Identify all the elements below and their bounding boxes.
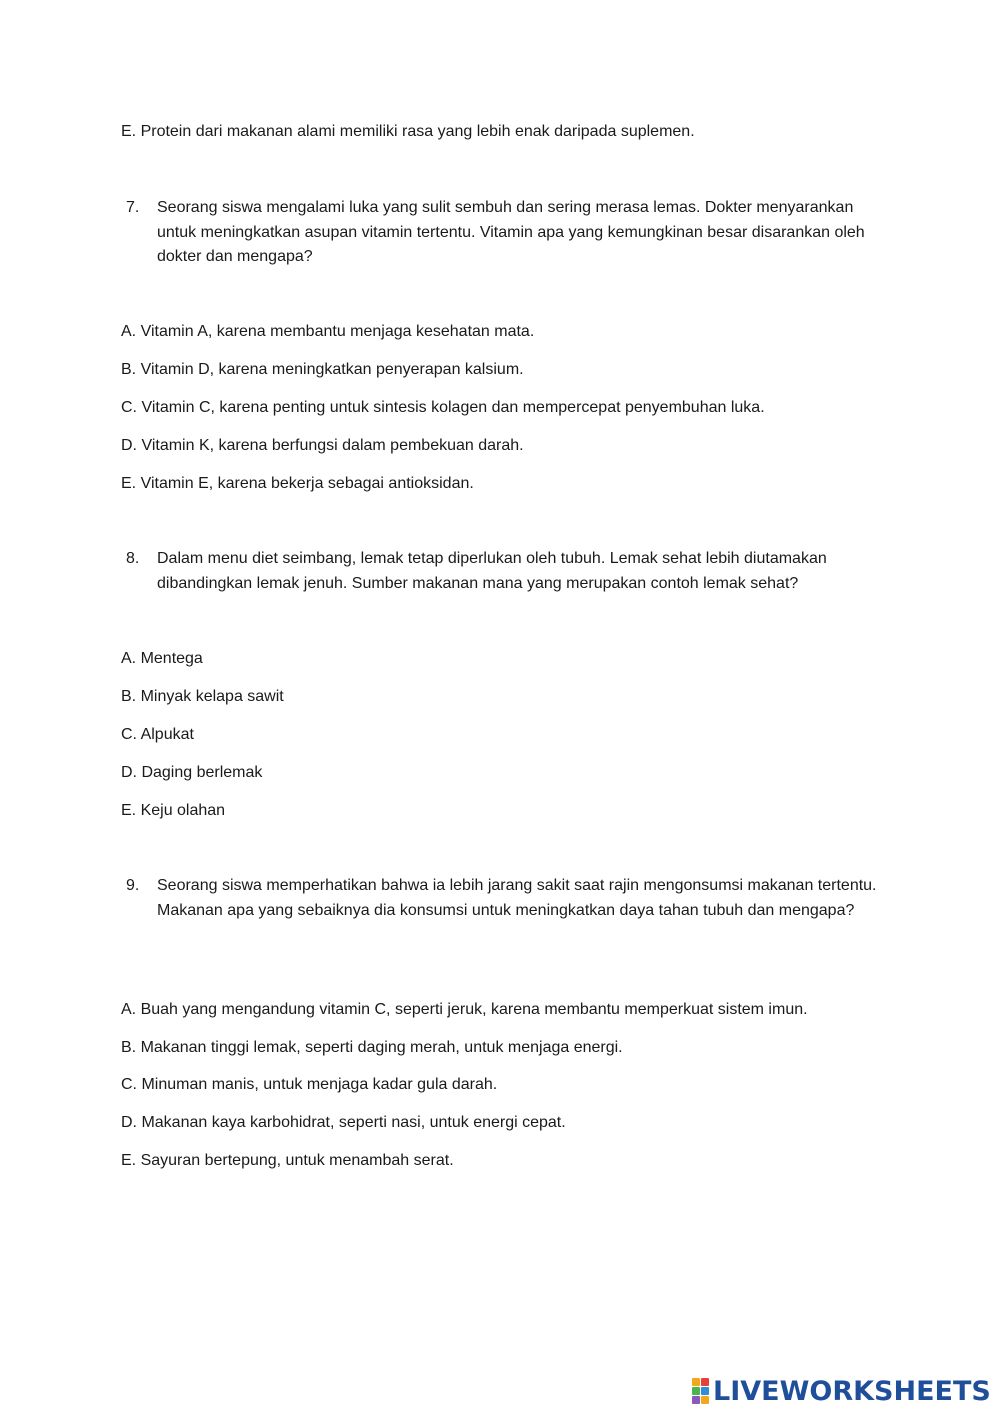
option-b[interactable]: B. Makanan tinggi lemak, seperti daging merah, untuk menjaga energi. xyxy=(121,1039,623,1056)
question-text: Seorang siswa memperhatikan bahwa ia lebih jarang sakit saat rajin mengonsumsi makanan tertentu. Makanan apa yang sebaiknya dia konsumsi untuk meningkatkan daya tahan tubuh dan mengapa? xyxy=(157,877,877,919)
option-c[interactable]: C. Vitamin C, karena penting untuk sintesis kolagen dan mempercepat penyembuhan luka. xyxy=(121,399,765,416)
logo-block xyxy=(692,1396,700,1404)
logo-block xyxy=(701,1387,709,1395)
option-a[interactable]: A. Vitamin A, karena membantu menjaga kesehatan mata. xyxy=(121,323,535,340)
option-a[interactable]: A. Buah yang mengandung vitamin C, seperti jeruk, karena membantu memperkuat sistem imun. xyxy=(121,1001,808,1018)
option-b[interactable]: B. Minyak kelapa sawit xyxy=(121,688,284,705)
option-e[interactable]: E. Sayuran bertepung, untuk menambah serat. xyxy=(121,1152,454,1169)
question-number: 8. xyxy=(126,550,140,567)
logo-block xyxy=(692,1378,700,1386)
question-text: Dalam menu diet seimbang, lemak tetap diperlukan oleh tubuh. Lemak sehat lebih diutamakan dibandingkan lemak jenuh. Sumber makanan mana yang merupakan contoh lemak sehat? xyxy=(157,550,827,592)
logo-block xyxy=(701,1396,709,1404)
prev-option-e: E. Protein dari makanan alami memiliki rasa yang lebih enak daripada suplemen. xyxy=(121,123,695,140)
option-b[interactable]: B. Vitamin D, karena meningkatkan penyerapan kalsium. xyxy=(121,361,524,378)
option-d[interactable]: D. Vitamin K, karena berfungsi dalam pembekuan darah. xyxy=(121,437,524,454)
option-e[interactable]: E. Vitamin E, karena bekerja sebagai antioksidan. xyxy=(121,475,474,492)
option-e[interactable]: E. Keju olahan xyxy=(121,802,226,819)
question-number: 7. xyxy=(126,199,140,216)
option-c[interactable]: C. Alpukat xyxy=(121,726,194,743)
question-text: Seorang siswa mengalami luka yang sulit sembuh dan sering merasa lemas. Dokter menyarankan untuk meningkatkan asupan vitamin tertentu. Vitamin apa yang kemungkinan besar disarankan oleh dokter dan mengapa? xyxy=(157,199,865,265)
logo-text: LIVEWORKSHEETS xyxy=(713,1375,991,1407)
logo-block xyxy=(701,1378,709,1386)
logo-blocks-icon xyxy=(692,1378,709,1404)
option-d[interactable]: D. Daging berlemak xyxy=(121,764,263,781)
option-a[interactable]: A. Mentega xyxy=(121,650,203,667)
question-number: 9. xyxy=(126,877,140,894)
option-c[interactable]: C. Minuman manis, untuk menjaga kadar gula darah. xyxy=(121,1076,498,1093)
logo-block xyxy=(692,1387,700,1395)
option-d[interactable]: D. Makanan kaya karbohidrat, seperti nasi, untuk energi cepat. xyxy=(121,1114,566,1131)
liveworksheets-logo xyxy=(692,1374,991,1408)
